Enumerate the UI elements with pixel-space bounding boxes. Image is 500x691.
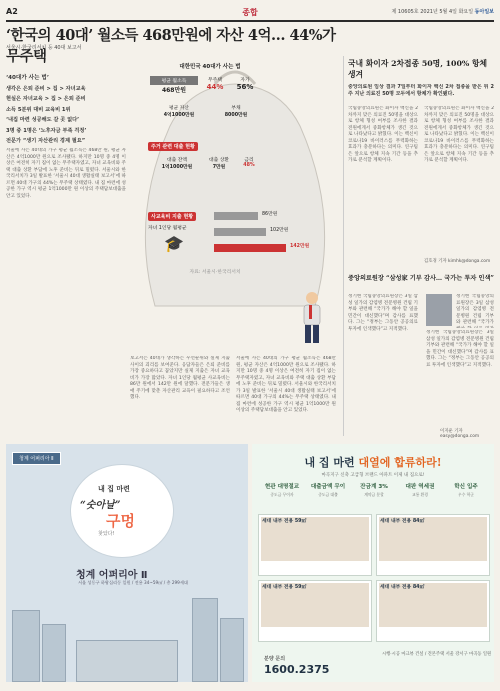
apartment-tower — [12, 610, 40, 682]
right-body-2c: 정기현 국립중앙의료원장은 3일 삼성 일가의 감염병 전문병원 건립 기부와 관련해 “국가가 해야 할 일을 민간이 대신했다”며 감사를 표했다. 그는 “정부는 그동안 공공의료 투자에 인색했다”고 지적했다. — [426, 330, 494, 368]
lead-line: ‘내집 마련 성공해도 갈 곳 없다’ — [6, 117, 80, 123]
lead-line: ‘40대가 사는 법’ — [6, 75, 49, 81]
right-body-b: 국립중앙의료원은 화이자 백신을 2차까지 맞은 의료진 50명을 대상으로 항체 형성 여부를 조사한 결과 전원에게서 중화항체가 생긴 것으로 나타났다고 밝혔다. 이는 백신이 코로나19 바이러스를 무력화하는 효과가 충분하다는 의미다. 연구팀은 앞으로 항체 지속 기간 등을 추가로 분석할 계획이다. — [424, 106, 494, 163]
ad-line3: 구멍 — [106, 512, 135, 530]
ad-note: 서울 성동구 하왕십리동 일원 / 전용 34~59㎡ / 총 299세대 — [78, 580, 188, 585]
sago-bar — [214, 228, 266, 236]
floor-plan — [376, 514, 490, 576]
ad-line4: 찾았다! — [98, 531, 115, 537]
loan-value: 1억1000만원 — [161, 165, 193, 170]
plan-label: 세대 내부 전용 59㎡ — [262, 585, 307, 590]
date-text: 제 10605호 2021년 5월 4일 화요일 — [391, 9, 474, 15]
ad-brand-tag: 청계 어퍼리아 Ⅱ — [12, 452, 61, 465]
man-carrying-sack-illustration — [288, 290, 328, 345]
feature-note: 교통 환경 — [412, 492, 428, 497]
phone-value: 1600.2375 — [264, 663, 330, 676]
pct-box-b — [232, 76, 258, 91]
ad-right-title-a: 내 집 마련 — [304, 456, 355, 469]
article-body: 서울에 사는 40대의 가구 평균 월소득은 468만 원, 평균 자산은 4억1000만 원으로 조사됐다. 하지만 10명 중 4명 이상은 여전히 자기 집이 없는 무주택자였고, 자녀 교육비와 주택 대출 상환 부담에 노후 준비는 뒤로 밀렸다. 서울시와 한국리서치가 3일 발표한 ‘서울시 40대 생활실태 보고서’에 따르면 40대 가구의 44%는 무주택 상태였다. 내 집 마련에 성공한 가구 역시 평균 1억1000만 원 이상의 주택담보대출을 안고 있었다. — [6, 148, 126, 199]
debt-box — [214, 104, 258, 118]
asset-value: 4억1000만원 — [163, 113, 195, 118]
apartment-tower — [42, 624, 66, 682]
lead-line: 현실은 자녀교육 > 집 > 은퇴 준비 — [6, 96, 86, 102]
rate-box — [236, 156, 262, 168]
plan-label: 세대 내부 전용 59㎡ — [262, 519, 307, 524]
masthead — [6, 6, 494, 22]
main-headline: ‘한국의 40대’ 월소득 468만원에 자산 4억… 44%가 무주택 — [6, 27, 336, 65]
ad-brand-name: 청계 어퍼리아 Ⅱ — [76, 570, 148, 581]
income-box — [150, 76, 198, 94]
feature-title: 잔금계 3% — [360, 484, 388, 490]
grad-cap-icon: 🎓 — [164, 234, 184, 253]
apartment-ad-left — [6, 444, 248, 682]
sago-value: 102만원 — [270, 228, 289, 233]
ad-feature — [306, 484, 350, 498]
main-subhead: 서울시·한국리서치 등 40대 보고서 — [6, 45, 82, 51]
lead-line: 3명 중 1명은 ‘노후자금 부족 걱정’ — [6, 127, 87, 134]
ad-line1: 내 집 마련 — [98, 485, 130, 493]
ad-right-title — [264, 454, 482, 470]
paper-logo: 동아일보 — [474, 9, 494, 15]
rate-value: 48% — [243, 163, 255, 168]
sago-bars — [214, 210, 310, 258]
right-body: 국립중앙의료원은 화이자 백신을 2차까지 맞은 의료진 50명을 대상으로 항체 형성 여부를 조사한 결과 전원에게서 중화항체가 생긴 것으로 나타났다고 밝혔다. 이는 백신이 코로나19 바이러스를 무력화하는 효과가 충분하다는 의미다. 연구팀은 앞으로 항체 지속 기간 등을 추가로 분석할 계획이다. — [348, 106, 418, 163]
column-divider — [343, 56, 344, 436]
feature-note: 중도금 대출 — [318, 492, 338, 497]
sago-value: 142만원 — [290, 244, 310, 249]
sago-bar — [214, 244, 286, 252]
lead-line: 소득 5분위 대비 교육비 1위 — [6, 106, 71, 113]
sago-sub: 자녀 1인당 월평균 — [148, 226, 187, 231]
plan-label: 세대 내부 전용 84㎡ — [380, 585, 425, 590]
apartment-tower — [76, 640, 178, 682]
pct-box-a — [202, 76, 228, 91]
graphic-source: 자료: 서울시·한국리서치 — [189, 270, 241, 275]
asset-box — [150, 104, 208, 118]
feature-note: 중도금 무이자 — [270, 492, 294, 497]
income-label: 평균 월소득 — [150, 76, 198, 85]
loan-panel-title: 주거 관련 대출 현황 — [148, 142, 198, 151]
right-headline-2: 중앙의료원장 “삼성家 기부 감사… 국가는 투자 인색” — [348, 275, 494, 282]
income-value: 468만원 — [161, 87, 187, 94]
ad-feature — [444, 484, 488, 498]
sago-bar — [214, 212, 258, 220]
ad-right-sub: 마곡지구 신축 고급형 브랜드 아파트 이제 내 집으로! — [321, 473, 425, 478]
ad-feature — [352, 484, 396, 498]
phone-number[interactable] — [264, 650, 329, 676]
apartment-tower — [220, 618, 244, 682]
feature-title: 학신 입주 — [454, 484, 478, 490]
floor-plan — [258, 514, 372, 576]
right-byline: 김호경 기자 kimhk@donga.com — [424, 259, 491, 264]
loan-value-b: 7만원 — [212, 165, 226, 170]
ad-footer: 시행·시공 마크뷰 건설 / 견본주택 서울 강서구 마곡동 일원 — [382, 652, 492, 657]
phone-label: 분양 문의 — [264, 656, 286, 662]
debt-label: 부채 — [231, 106, 241, 111]
lead-line: 생각은 은퇴 준비 > 집 > 자녀교육 — [6, 85, 86, 92]
right-body-2: 정기현 국립중앙의료원장은 3일 삼성 일가의 감염병 전문병원 건립 기부와 관련해 “국가가 해야 할 일을 민간이 대신했다”며 감사를 표했다. 그는 “정부는 그동안 공공의료 투자에 인색했다”고 지적했다. — [348, 294, 418, 332]
ad-feature — [398, 484, 442, 498]
pct-label-a: 무주택 — [208, 78, 222, 83]
asset-label: 평균 자산 — [168, 106, 190, 111]
rate-label: 금리 — [244, 158, 254, 163]
article-body-cont: 보고서는 40대가 생각하는 우선순위와 실제 지출 사이의 괴리를 보여준다. 응답자들은 은퇴 준비를 가장 중요하다고 꼽았지만 실제 지출은 자녀 교육비가 가장 많았다. 자녀 1인당 월평균 사교육비는 86만 원에서 142만 원에 달했다. 전문가들은 생애 주기에 맞춘 자산관리 교육이 필요하다고 조언했다. — [130, 356, 230, 400]
sago-value: 86만원 — [262, 212, 278, 217]
plan-label: 세대 내부 전용 84㎡ — [380, 519, 425, 524]
pct-value-b: 56% — [236, 83, 254, 91]
loan-box — [150, 156, 204, 170]
infographic — [130, 56, 340, 326]
sago-panel-title: 사교육비 지출 현황 — [148, 212, 196, 221]
right-body-2b: 정기현 국립중앙의료원장은 3일 삼성 일가의 감염병 전문병원 건립 기부와 관련해 “국가가 — [456, 294, 494, 325]
right-headline: 국내 화이자 2차접종 50명, 100% 항체 생겨 — [348, 59, 488, 79]
ad-right-title-b: 대열에 합류하라! — [358, 456, 442, 469]
pct-label-b: 자가 — [240, 78, 250, 83]
article-body-cont2: 서울에 사는 40대의 가구 평균 월소득은 468만 원, 평균 자산은 4억1000만 원으로 조사됐다. 하지만 10명 중 4명 이상은 여전히 자기 집이 없는 무주택자였고, 자녀 교육비와 주택 대출 상환 부담에 노후 준비는 뒤로 밀렸다. 서울시와 한국리서치가 3일 발표한 ‘서울시 40대 생활실태 보고서’에 따르면 40대 가구의 44%는 무주택 상태였다. 내 집 마련에 성공한 가구 역시 평균 1억1000만 원 이상의 주택담보대출을 안고 있었다. — [236, 356, 336, 413]
feature-note: 우수 학군 — [458, 492, 474, 497]
dateline — [391, 8, 494, 15]
loan-label-b: 대출 상환 — [208, 158, 230, 163]
lead-line: 전문가 “생기 자산관리 경제 필요” — [6, 138, 86, 144]
feature-note: 계약금 분할 — [364, 492, 384, 497]
apartment-ad-right — [252, 444, 494, 682]
ad-feature — [260, 484, 304, 498]
page-number: A2 — [6, 7, 18, 16]
feature-title: 대판 역세권 — [405, 484, 435, 490]
floor-plan — [376, 580, 490, 642]
feature-title: 대출금액 무이 — [310, 484, 346, 490]
ad-line2: “숫아날” — [80, 500, 121, 511]
right-lead: 중앙의료원 임상 결과 7일부터 화이자 백신 2차 접종을 받은 뒤 2주 지난 의료진 50명 모두에서 항체가 확인됐다. — [348, 84, 494, 97]
apartment-tower — [192, 598, 218, 682]
graphic-title: 대한민국 40대가 사는 법 — [179, 64, 241, 70]
debt-value: 8000만원 — [224, 113, 248, 118]
section-name: 종합 — [242, 8, 258, 17]
loan-label: 대출 잔액 — [166, 158, 188, 163]
pct-value-a: 44% — [206, 83, 224, 91]
loan-box-b — [206, 156, 232, 170]
feature-title: 현관 대명절교 — [264, 484, 300, 490]
person-photo — [426, 294, 452, 326]
floor-plan — [258, 580, 372, 642]
lead-summary — [6, 74, 126, 148]
right-byline-2: 이지운 기자 easy@donga.com — [440, 429, 480, 439]
